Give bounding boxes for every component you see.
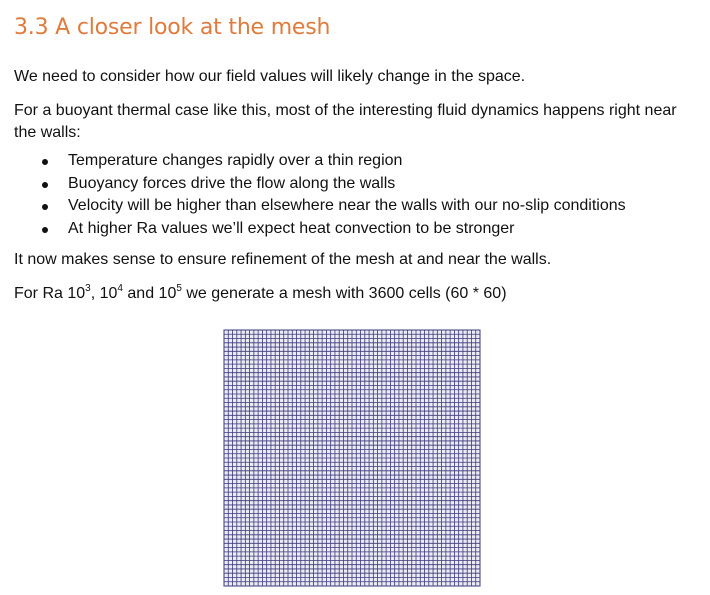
bullet-icon xyxy=(42,182,48,188)
mesh-lines xyxy=(224,330,480,586)
list-item xyxy=(14,218,696,241)
list-item xyxy=(14,150,696,173)
bullet-text: Temperature changes rapidly over a thin region xyxy=(68,152,403,169)
intro-paragraph: We need to consider how our field values will likely change in the space. xyxy=(14,68,526,85)
list-item xyxy=(14,173,696,196)
walls-paragraph: For a buoyant thermal case like this, most of the interesting fluid dynamics happens right near the walls: xyxy=(14,102,677,141)
mesh-text-sep2: and 10 xyxy=(122,285,177,303)
list-item xyxy=(14,195,696,218)
bullet-list xyxy=(14,150,696,240)
exponent-5: 5 xyxy=(176,283,182,295)
document-page xyxy=(14,0,696,305)
mesh-grid-image xyxy=(223,329,481,587)
mesh-figure xyxy=(223,329,481,587)
mesh-text-sep1: , 10 xyxy=(90,285,118,303)
mesh-description xyxy=(14,283,696,305)
mesh-text-prefix: For Ra 10 xyxy=(14,285,86,303)
mesh-text-suffix: we generate a mesh with 3600 cells (60 * 60) xyxy=(181,285,507,303)
bullet-icon xyxy=(42,204,48,210)
exponent-3: 3 xyxy=(85,283,91,295)
bullet-text: At higher Ra values we’ll expect heat convection to be stronger xyxy=(68,219,515,237)
bullet-icon xyxy=(42,227,48,233)
bullet-icon xyxy=(42,159,48,165)
bullet-text: Velocity will be higher than elsewhere near the walls with our no-slip conditions xyxy=(68,197,626,215)
section-heading: 3.3 A closer look at the mesh xyxy=(14,15,331,40)
exponent-4: 4 xyxy=(117,283,123,295)
refinement-paragraph: It now makes sense to ensure refinement of the mesh at and near the walls. xyxy=(14,251,552,269)
bullet-text: Buoyancy forces drive the flow along the walls xyxy=(68,174,396,192)
